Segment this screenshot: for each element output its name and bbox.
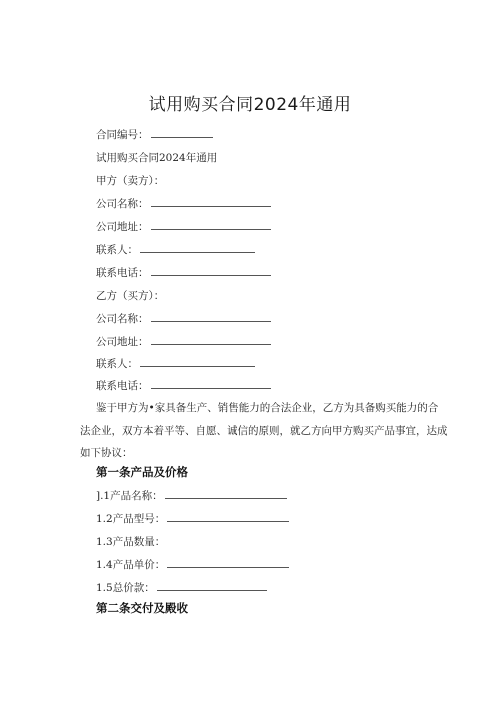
party-b-address-label: 公司地址： (96, 336, 149, 348)
preamble-line-1: 鉴于甲方为•家具备生产、销售能力的合法企业，乙方为具备购买能力的合 (96, 402, 439, 414)
article-1-item-2 (96, 511, 289, 526)
party-b-company-label: 公司名称： (96, 313, 149, 325)
product-name-label: ].1产品名称： (96, 490, 163, 502)
party-a-phone-line (96, 265, 271, 280)
product-name-blank (165, 490, 287, 499)
party-a-contact-label: 联系人： (96, 244, 138, 256)
party-a-company-line (96, 196, 271, 211)
document-subtitle: 试用购买合同2024年通用 (96, 152, 218, 164)
article-1-heading: 第一条产品及价格 (96, 465, 188, 479)
preamble-line-3: 如下协议： (80, 447, 133, 459)
product-unit-price-label: 1.4产品单价： (96, 559, 166, 571)
party-b-heading: 乙方（买方）： (96, 290, 165, 302)
party-a-address-line (96, 219, 271, 234)
party-b-phone-blank (151, 380, 271, 389)
article-2-heading: 第二条交付及殿收 (96, 601, 188, 615)
party-a-phone-label: 联系电话： (96, 267, 149, 279)
document-title: 试用购买合同2024年通用 (148, 95, 352, 115)
article-1-item-3 (96, 534, 165, 549)
contract-number-label: 合同编号： (96, 129, 149, 141)
product-unit-price-blank (167, 559, 289, 568)
total-price-blank (157, 582, 267, 591)
product-model-blank (167, 513, 289, 522)
total-price-label: 1.5总价款： (96, 582, 155, 594)
party-b-company-line (96, 311, 271, 326)
party-a-company-label: 公司名称： (96, 198, 149, 210)
party-a-address-label: 公司地址： (96, 221, 149, 233)
party-a-heading: 甲方（卖方）： (96, 175, 165, 187)
party-b-contact-line (96, 356, 255, 371)
contract-number-line (96, 127, 213, 142)
contract-number-blank (151, 129, 213, 138)
party-b-phone-line (96, 378, 271, 393)
party-b-address-line (96, 334, 271, 349)
product-quantity-label: 1.3产品数量： (96, 536, 166, 548)
party-b-contact-label: 联系人： (96, 358, 138, 370)
party-a-contact-line (96, 242, 255, 257)
article-1-item-5 (96, 580, 267, 595)
product-model-label: 1.2产品型号： (96, 513, 166, 525)
party-b-phone-label: 联系电话： (96, 380, 149, 392)
party-a-phone-blank (151, 267, 271, 276)
party-b-address-blank (151, 336, 271, 345)
preamble-line-2: 法企业，双方本着平等、自愿、诚信的原则，就乙方向甲方购买产品事宜，达成 (80, 425, 448, 437)
party-a-address-blank (151, 221, 271, 230)
article-1-item-1 (96, 488, 287, 503)
party-b-contact-blank (140, 358, 255, 367)
party-a-company-blank (151, 198, 271, 207)
party-b-company-blank (151, 313, 271, 322)
article-1-item-4 (96, 557, 289, 572)
party-a-contact-blank (140, 244, 255, 253)
